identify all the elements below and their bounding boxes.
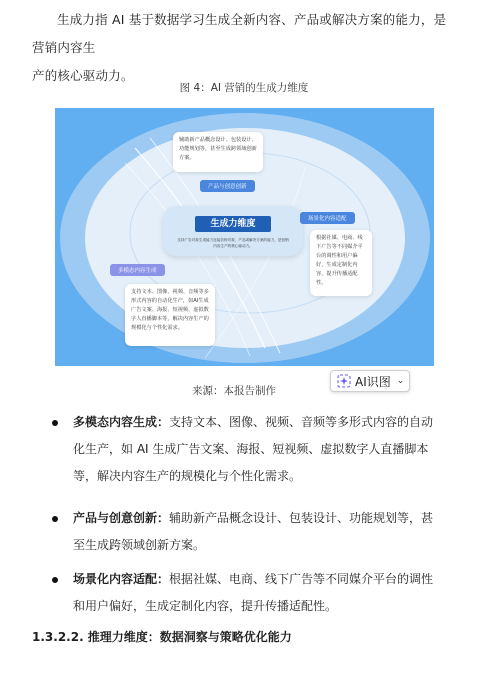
- bullet-1-title: 多模态内容生成：: [73, 415, 170, 429]
- bullet-dot: [52, 577, 58, 583]
- section-heading: 1.3.2.2. 推理力维度：数据洞察与策略优化能力: [32, 630, 292, 644]
- center-title: 生成力维度: [195, 216, 271, 232]
- bullet-2-title: 产品与创意创新：: [73, 511, 170, 525]
- bullet-3-text: 根据社媒、电商、线下广告等不同媒介平台的调性和用户偏好，生成定制化内容，提升传播适配性。: [73, 572, 434, 613]
- bullet-2-text: 辅助新产品概念设计、包装设计、功能规划等，甚至生成跨领域创新方案。: [73, 511, 434, 552]
- chevron-down-icon: ⌄: [396, 376, 405, 386]
- ai-button-label: AI识图: [355, 374, 391, 389]
- bullet-dot: [52, 420, 58, 426]
- bullet-3-title: 场景化内容适配：: [73, 572, 170, 586]
- ai-recognize-button[interactable]: [330, 370, 410, 392]
- left-card: [125, 284, 215, 346]
- bullet-dot: [52, 516, 58, 522]
- figure-image: [55, 108, 434, 366]
- bullet-item-2: [55, 505, 440, 559]
- top-card-text: 辅助新产品概念设计、包装设计、功能规划等，甚至生成跨领域创新方案。: [179, 137, 257, 161]
- figure-caption: 图 4：AI 营销的生成力维度: [179, 82, 309, 94]
- bullet-item-1: [55, 409, 440, 490]
- intro-paragraph: [32, 6, 452, 90]
- left-card-text: 支持文本、图像、视频、音频等多形式内容的自动化生产，如AI生成广告文案、海报、短视频、虚拟数字人直播脚本等，解决内容生产的规模化与个性化需求。: [131, 289, 209, 331]
- right-card-text: 根据社媒、电商、线下广告等不同媒介平台的调性和用户偏好，生成定制化内容，提升传播适配性。: [316, 235, 363, 286]
- top-card: [173, 132, 263, 172]
- left-label: 多模态内容生成: [110, 264, 165, 276]
- bullet-item-3: [55, 566, 440, 620]
- right-card: [310, 230, 372, 296]
- figure-source: 来源：本报告制作: [192, 385, 276, 397]
- ai-sparkle-icon: [337, 374, 351, 388]
- intro-line-1: 生成力指 AI 基于数据学习生成全新内容、产品或解决方案的能力，是营销内容生: [32, 12, 447, 55]
- center-box: [163, 206, 303, 256]
- right-label: 场景化内容适配: [300, 212, 355, 224]
- top-label: 产品与创意创新: [200, 180, 255, 192]
- center-desc: 支持广告对象生成能力连接各种对象，产品或解决方案的能力，是营销内容生产的核心驱动力。: [177, 238, 289, 248]
- bullet-1-text: 支持文本、图像、视频、音频等多形式内容的自动化生产，如 AI 生成广告文案、海报、短视频、虚拟数字人直播脚本等，解决内容生产的规模化与个性化需求。: [73, 415, 434, 483]
- intro-line-2: 产的核心驱动力。: [32, 68, 134, 83]
